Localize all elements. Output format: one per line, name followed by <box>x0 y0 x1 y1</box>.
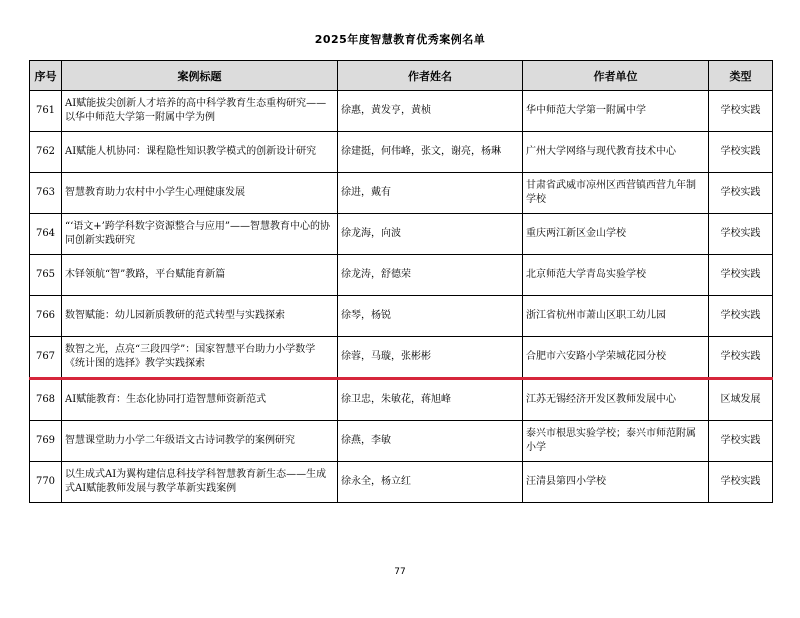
cell-authors: 徐龙海，向波 <box>338 214 523 255</box>
cell-unit: 浙江省杭州市萧山区职工幼儿园 <box>523 296 709 337</box>
cell-authors: 徐龙涛，舒德荣 <box>338 255 523 296</box>
cell-type: 区域发展 <box>709 379 773 421</box>
cell-type: 学校实践 <box>709 132 773 173</box>
table-row <box>30 462 773 503</box>
cell-no: 766 <box>30 296 62 337</box>
cell-case-title: AI赋能拔尖创新人才培养的高中科学教育生态重构研究——以华中师范大学第一附属中学为例 <box>62 91 338 132</box>
page-number: 77 <box>394 567 406 577</box>
table-row <box>30 296 773 337</box>
cell-authors: 徐琴，杨锐 <box>338 296 523 337</box>
cell-unit: 合肥市六安路小学荣城花园分校 <box>523 337 709 379</box>
cell-case-title: 智慧教育助力农村中小学生心理健康发展 <box>62 173 338 214</box>
cell-unit: 甘肃省武威市凉州区西营镇西营九年制学校 <box>523 173 709 214</box>
header-type: 类型 <box>709 61 773 91</box>
cell-no: 764 <box>30 214 62 255</box>
cell-case-title: 数智赋能：幼儿园新质教研的范式转型与实践探索 <box>62 296 338 337</box>
cell-unit: 江苏无锡经济开发区教师发展中心 <box>523 379 709 421</box>
case-table <box>29 60 773 503</box>
cell-type: 学校实践 <box>709 337 773 379</box>
cell-unit: 汪清县第四小学校 <box>523 462 709 503</box>
cell-unit: 重庆两江新区金山学校 <box>523 214 709 255</box>
table-row <box>30 132 773 173</box>
cell-case-title: “‘语文+’跨学科数字资源整合与应用”——智慧教育中心的协同创新实践研究 <box>62 214 338 255</box>
cell-case-title: 木铎领航“智”教路，平台赋能育新篇 <box>62 255 338 296</box>
table-row <box>30 91 773 132</box>
cell-no: 765 <box>30 255 62 296</box>
cell-no: 770 <box>30 462 62 503</box>
cell-authors: 徐燕，李敏 <box>338 421 523 462</box>
cell-unit: 华中师范大学第一附属中学 <box>523 91 709 132</box>
header-authors: 作者姓名 <box>338 61 523 91</box>
cell-type: 学校实践 <box>709 91 773 132</box>
table-row <box>30 379 773 421</box>
table-row <box>30 214 773 255</box>
cell-type: 学校实践 <box>709 255 773 296</box>
cell-authors: 徐惠，黄发亨，黄桢 <box>338 91 523 132</box>
header-case-title: 案例标题 <box>62 61 338 91</box>
cell-authors: 徐卫忠，朱敏花，蒋旭峰 <box>338 379 523 421</box>
cell-case-title: AI赋能人机协同：课程隐性知识教学模式的创新设计研究 <box>62 132 338 173</box>
cell-type: 学校实践 <box>709 296 773 337</box>
cell-case-title: AI赋能教育：生态化协同打造智慧师资新范式 <box>62 379 338 421</box>
document-title: 2025年度智慧教育优秀案例名单 <box>314 33 486 46</box>
cell-type: 学校实践 <box>709 462 773 503</box>
cell-case-title: 以生成式AI为翼构建信息科技学科智慧教育新生态——生成式AI赋能教师发展与教学革新实践案例 <box>62 462 338 503</box>
cell-no: 767 <box>30 337 62 379</box>
header-no: 序号 <box>30 61 62 91</box>
cell-authors: 徐永全，杨立红 <box>338 462 523 503</box>
cell-type: 学校实践 <box>709 214 773 255</box>
cell-type: 学校实践 <box>709 421 773 462</box>
header-unit: 作者单位 <box>523 61 709 91</box>
cell-authors: 徐蓉，马璇，张彬彬 <box>338 337 523 379</box>
cell-case-title: 智慧课堂助力小学二年级语文古诗词教学的案例研究 <box>62 421 338 462</box>
cell-unit: 广州大学网络与现代教育技术中心 <box>523 132 709 173</box>
cell-unit: 泰兴市根思实验学校；泰兴市师范附属小学 <box>523 421 709 462</box>
cell-no: 768 <box>30 379 62 421</box>
table-header-row <box>30 61 773 91</box>
cell-no: 761 <box>30 91 62 132</box>
cell-no: 762 <box>30 132 62 173</box>
table-row <box>30 173 773 214</box>
table-row <box>30 255 773 296</box>
table-row <box>30 337 773 379</box>
cell-no: 769 <box>30 421 62 462</box>
cell-no: 763 <box>30 173 62 214</box>
cell-type: 学校实践 <box>709 173 773 214</box>
table-row <box>30 421 773 462</box>
cell-authors: 徐进，戴有 <box>338 173 523 214</box>
cell-unit: 北京师范大学青岛实验学校 <box>523 255 709 296</box>
cell-authors: 徐建挺，何伟峰，张文，谢亮，杨琳 <box>338 132 523 173</box>
cell-case-title: 数智之光，点亮“三段四学”：国家智慧平台助力小学数学《统计图的选择》教学实践探索 <box>62 337 338 379</box>
